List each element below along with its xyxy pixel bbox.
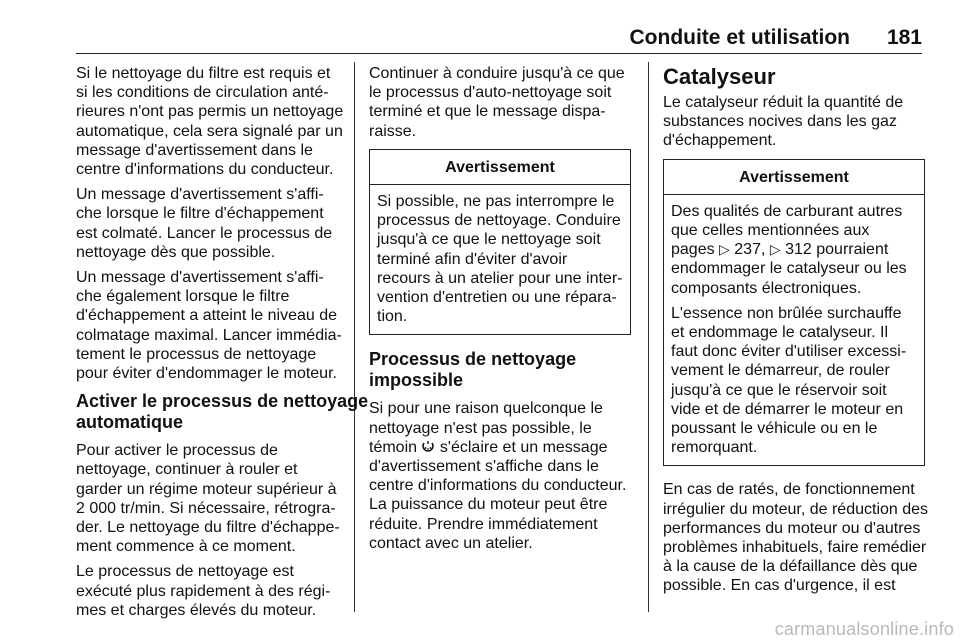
paragraph xyxy=(671,304,917,458)
page-ref-link[interactable]: 312 pourraient xyxy=(785,241,889,259)
text-line xyxy=(671,240,917,259)
text-line: nettoyage dès que possible. xyxy=(76,243,276,261)
text-line: che également lorsque le filtre xyxy=(76,288,290,306)
text-line: terminé et que le message dispa- xyxy=(369,103,606,121)
text-line: vention d'entretien ou une répara- xyxy=(377,289,617,307)
text-line: 2 000 tr/min. Si nécessaire, rétrogra- xyxy=(76,499,336,517)
header-rule xyxy=(76,53,922,54)
text-line: che lorsque le filtre d'échappement xyxy=(76,205,324,223)
column-3 xyxy=(663,64,931,602)
text-line: ment commence à ce moment. xyxy=(76,538,296,556)
paragraph xyxy=(377,192,623,326)
page-ref-icon[interactable]: ▷ xyxy=(719,241,730,258)
text-line: vide et de démarrer le moteur en xyxy=(671,400,904,418)
text-line: poussant le véhicule ou en le xyxy=(671,420,878,438)
warning-title: Avertissement xyxy=(370,150,630,185)
text-line: si les conditions de circulation anté- xyxy=(76,84,329,102)
text-line: centre d'informations du conducteur. xyxy=(369,477,627,495)
text-line: Si pour une raison quelconque le xyxy=(369,400,603,418)
text-line xyxy=(369,438,637,457)
text-line: tement le processus de nettoyage xyxy=(76,345,317,363)
warning-box xyxy=(663,159,925,467)
watermark: carmanualsonline.info xyxy=(774,619,954,639)
text-line: L'essence non brûlée surchauffe xyxy=(671,304,902,322)
page-ref-link[interactable]: 237, xyxy=(734,241,770,259)
text-line: performances du moteur ou d'autres xyxy=(663,519,921,537)
text-line: et endommage le catalyseur. Il xyxy=(671,324,889,342)
heading-line: impossible xyxy=(369,370,464,391)
text-fragment: témoin xyxy=(369,438,422,456)
text-line: nettoyage, continuer à rouler et xyxy=(76,461,298,479)
paragraph xyxy=(369,64,637,141)
text-line: exécuté plus rapidement à des régi- xyxy=(76,582,331,600)
section-title: Catalyseur xyxy=(663,64,776,89)
text-line: Si possible, ne pas interrompre le xyxy=(377,193,615,211)
section-heading xyxy=(76,391,369,433)
text-line: garder un régime moteur supérieur à xyxy=(76,480,337,498)
text-line: contact avec un atelier. xyxy=(369,534,533,552)
page-number: 181 xyxy=(886,26,922,49)
text-line: remorquant. xyxy=(671,439,758,457)
heading-line: Processus de nettoyage xyxy=(369,349,577,370)
text-line: d'échappement a atteint le niveau de xyxy=(76,307,338,325)
text-line: jusqu'à ce que le nettoyage soit xyxy=(377,231,601,249)
text-line: endommager le catalyseur ou les xyxy=(671,260,907,278)
warning-title: Avertissement xyxy=(664,160,924,195)
text-line: pour éviter d'endommager le moteur. xyxy=(76,365,337,383)
text-line: tion. xyxy=(377,308,408,326)
text-line: processus de nettoyage. Conduire xyxy=(377,212,621,230)
text-line: à la cause de la défaillance dès que xyxy=(663,558,918,576)
text-line: problèmes inhabituels, faire remédier xyxy=(663,539,927,557)
text-line: Un message d'avertissement s'affi- xyxy=(76,186,324,204)
paragraph xyxy=(671,202,917,298)
text-line: terminé afin d'éviter d'avoir xyxy=(377,250,568,268)
text-line: réduite. Prendre immédiatement xyxy=(369,515,598,533)
column-divider-2 xyxy=(648,62,649,612)
text-line: nettoyage n'est pas possible, le xyxy=(369,419,592,437)
text-line: Le processus de nettoyage est xyxy=(76,563,294,581)
paragraph xyxy=(663,93,931,151)
paragraph xyxy=(76,441,344,556)
text-line: vement le démarreur, de rouler xyxy=(671,362,890,380)
text-line: colmatage maximal. Lancer immédia- xyxy=(76,326,342,344)
text-line: Le catalyseur réduit la quantité de xyxy=(663,94,904,111)
text-line: le processus d'auto-nettoyage soit xyxy=(369,84,612,102)
text-line: Des qualités de carburant autres xyxy=(671,202,903,220)
page-ref-icon[interactable]: ▷ xyxy=(769,241,781,258)
text-line: Continuer à conduire jusqu'à ce que xyxy=(369,65,625,82)
text-line: centre d'informations du conducteur. xyxy=(76,161,334,179)
paragraph xyxy=(663,480,931,595)
text-line: Pour activer le processus de xyxy=(76,442,278,460)
text-fragment: pages xyxy=(671,241,720,259)
text-line: est colmaté. Lancer le processus de xyxy=(76,224,333,242)
text-line: automatique, cela sera signalé par un xyxy=(76,122,343,140)
paragraph xyxy=(76,562,344,620)
heading-line: automatique xyxy=(76,412,184,433)
warning-body xyxy=(370,185,630,334)
text-line: composants électroniques. xyxy=(671,279,862,297)
text-line: mes et charges élevés du moteur. xyxy=(76,601,317,619)
text-fragment: s'éclaire et un message xyxy=(435,438,608,456)
text-line: jusqu'à ce que le réservoir soit xyxy=(671,381,887,399)
text-line: rieures n'ont pas permis un nettoyage xyxy=(76,103,344,121)
text-line: En cas de ratés, de fonctionnement xyxy=(663,481,915,499)
text-line: recours à un atelier pour une inter- xyxy=(377,269,623,287)
text-line: raisse. xyxy=(369,122,417,140)
text-line: d'avertissement s'affiche dans le xyxy=(369,458,599,476)
text-line: substances nocives dans les gaz xyxy=(663,113,897,131)
text-line: irrégulier du moteur, de réduction des xyxy=(663,500,929,518)
paragraph xyxy=(76,185,344,262)
column-divider-1 xyxy=(354,62,355,612)
text-line: faut donc éviter d'utiliser excessi- xyxy=(671,343,907,361)
column-2 xyxy=(369,64,637,559)
text-line: La puissance du moteur peut être xyxy=(369,496,608,514)
warning-box xyxy=(369,149,631,336)
paragraph xyxy=(76,64,344,179)
text-line: message d'avertissement dans le xyxy=(76,141,313,159)
section-heading xyxy=(369,349,637,391)
text-line: der. Le nettoyage du filtre d'échappe- xyxy=(76,519,340,537)
text-line: Un message d'avertissement s'affi- xyxy=(76,269,324,287)
warning-body xyxy=(664,195,924,466)
dpf-warning-icon xyxy=(421,440,435,454)
text-line: possible. En cas d'urgence, il est xyxy=(663,577,896,595)
paragraph xyxy=(76,268,344,383)
text-line: Si le nettoyage du filtre est requis et xyxy=(76,65,331,82)
page-header-title: Conduite et utilisation xyxy=(629,26,850,49)
heading-line: Activer le processus de nettoyage xyxy=(76,391,369,412)
column-1 xyxy=(76,64,369,626)
text-line: que celles mentionnées aux xyxy=(671,222,870,240)
paragraph xyxy=(369,399,637,553)
text-line: d'échappement. xyxy=(663,132,777,150)
